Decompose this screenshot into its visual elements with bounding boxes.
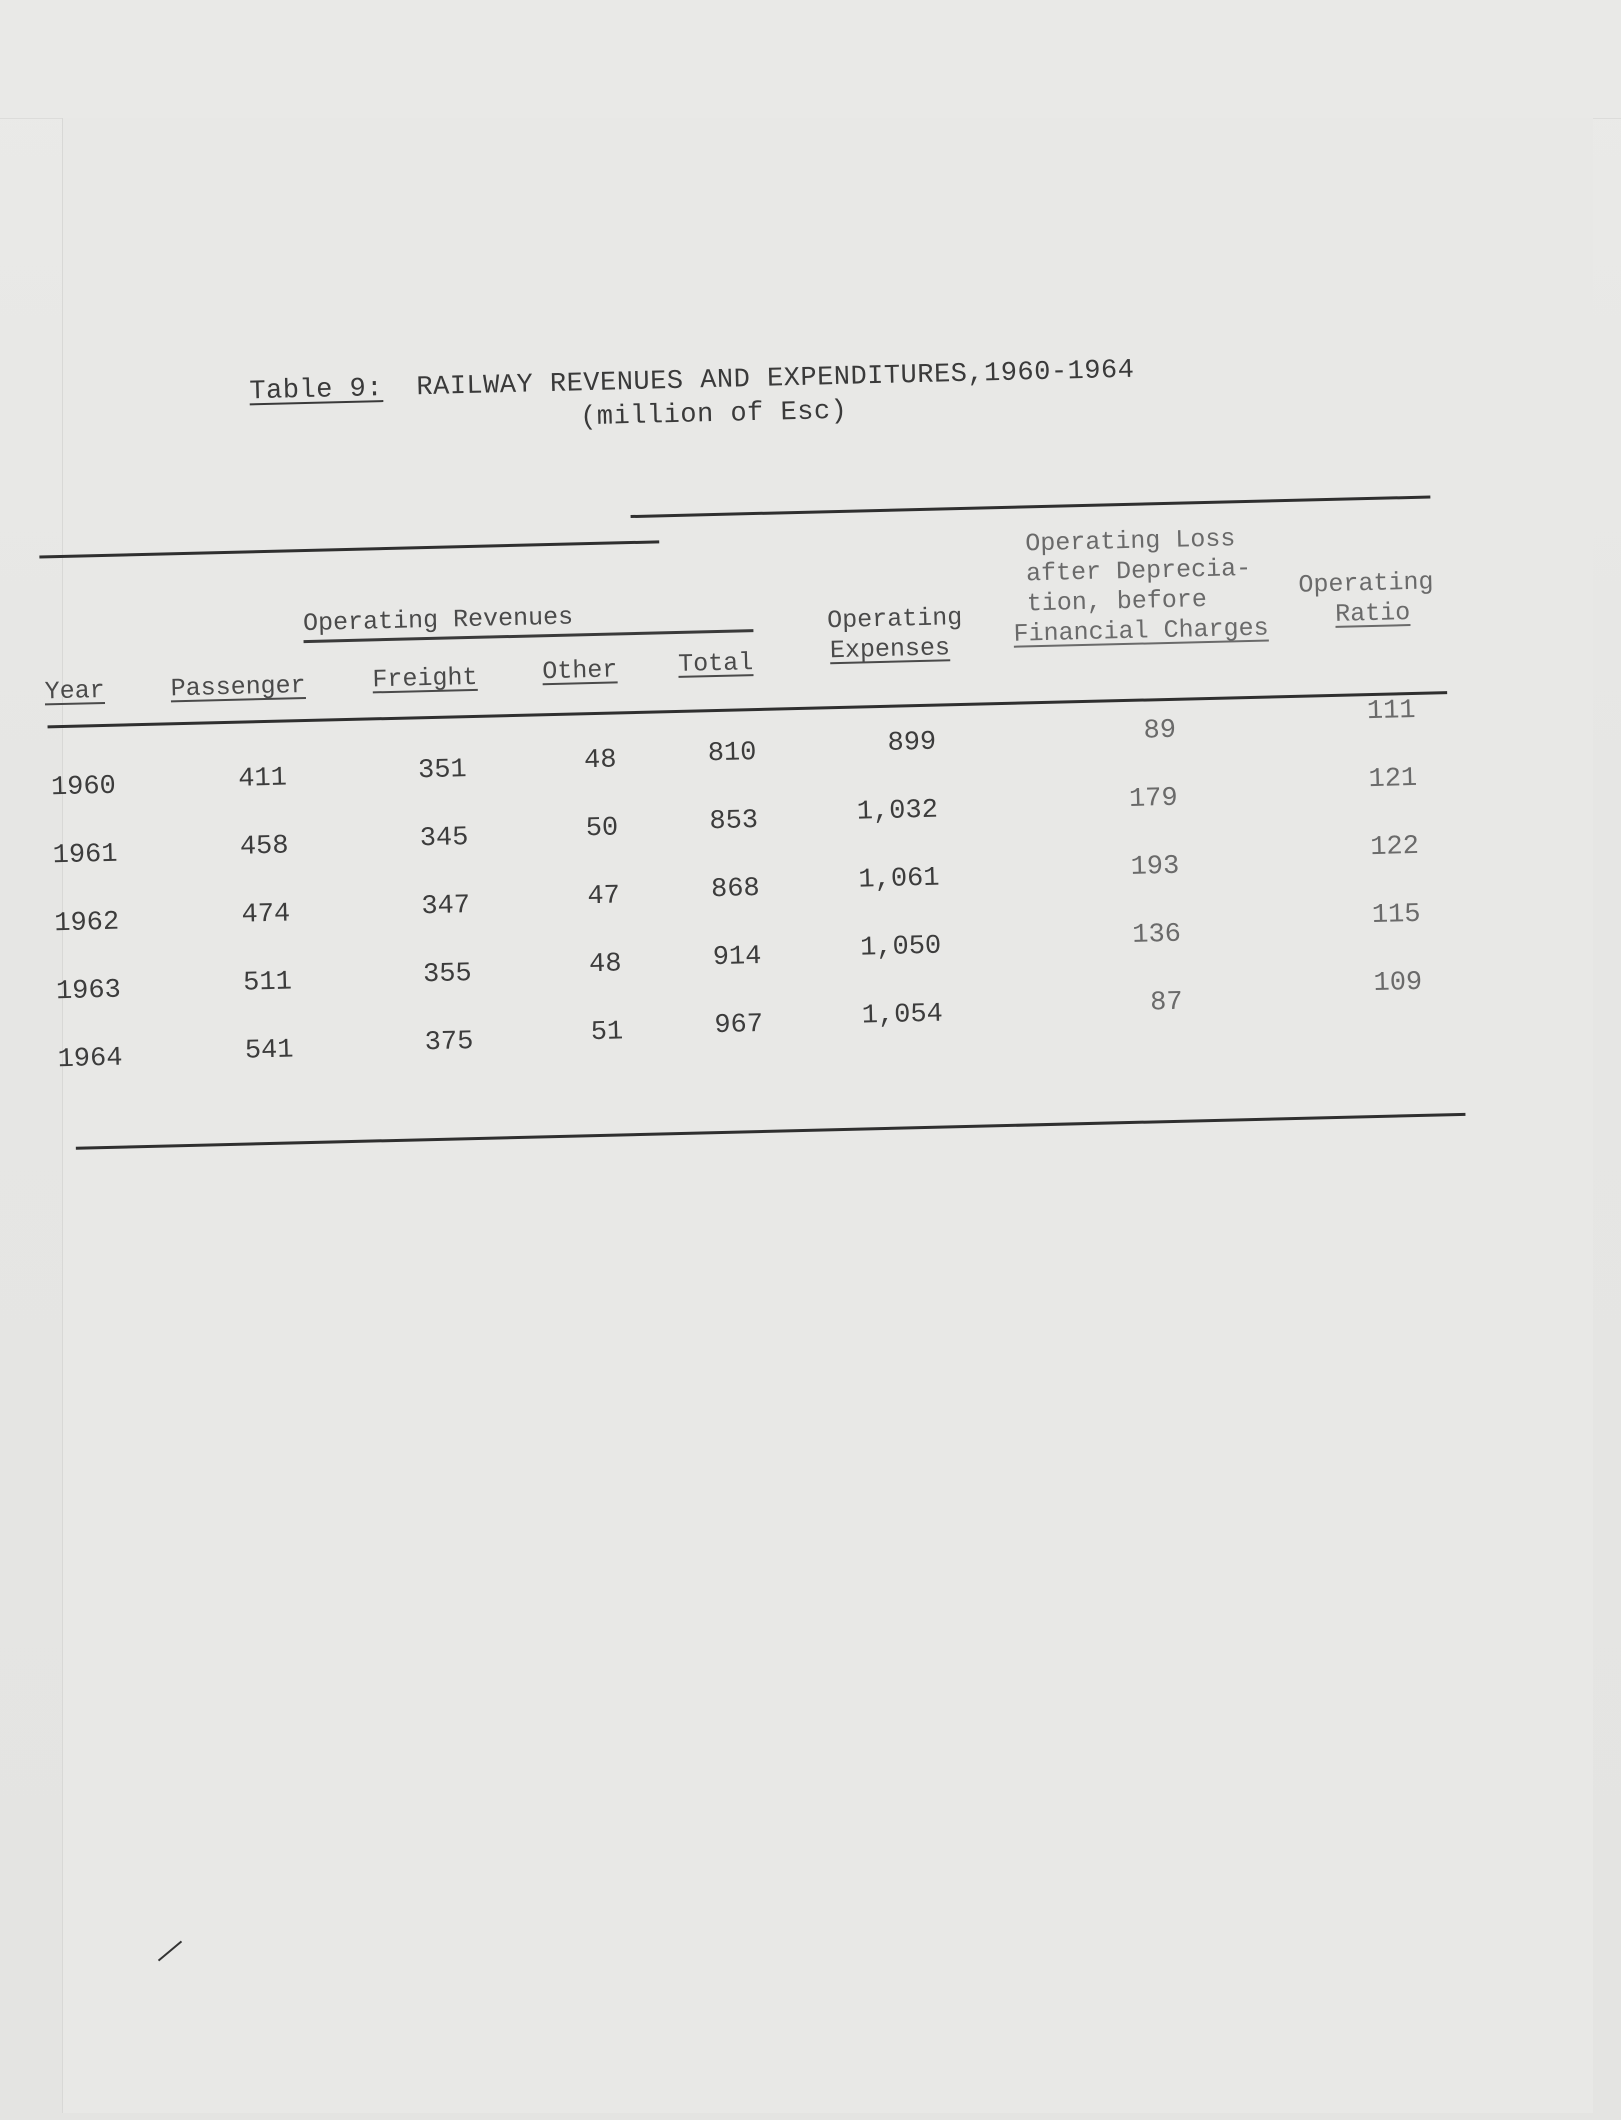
header-other: Other — [542, 655, 618, 687]
cell-operating-ratio: 115 — [1371, 899, 1421, 932]
cell-other: 47 — [587, 881, 621, 913]
cell-operating-ratio: 121 — [1368, 763, 1418, 796]
cell-year: 1964 — [57, 1043, 123, 1076]
header-operating-ratio-l2: Ratio — [1334, 598, 1411, 629]
cell-total: 967 — [714, 1009, 764, 1042]
cell-other: 48 — [583, 745, 617, 777]
cell-expenses: 899 — [887, 727, 937, 759]
cell-freight: 345 — [419, 823, 469, 855]
cell-freight: 347 — [421, 891, 471, 923]
table-units: (million of Esc) — [579, 396, 848, 434]
cell-total: 853 — [709, 806, 759, 838]
cell-total: 810 — [707, 738, 757, 770]
header-operating-loss-l2: after Deprecia- — [1025, 553, 1252, 589]
cell-freight: 355 — [422, 959, 473, 991]
cell-expenses: 1,032 — [856, 795, 939, 828]
table-number-label: Table 9: — [249, 374, 384, 408]
header-operating-expenses-l1: Operating — [826, 602, 963, 636]
header-freight: Freight — [372, 662, 478, 695]
header-passenger: Passenger — [170, 671, 307, 704]
cell-expenses: 1,054 — [861, 999, 944, 1032]
cell-operating-loss: 179 — [1128, 783, 1179, 815]
cell-operating-ratio: 111 — [1366, 695, 1416, 728]
cell-expenses: 1,061 — [858, 863, 940, 896]
cell-passenger: 411 — [237, 763, 288, 795]
cell-other: 51 — [590, 1017, 624, 1049]
cell-expenses: 1,050 — [859, 931, 942, 964]
cell-passenger: 511 — [242, 967, 293, 999]
top-rule-left — [39, 540, 659, 558]
cell-operating-loss: 89 — [1143, 715, 1177, 747]
header-year: Year — [44, 675, 106, 707]
cell-freight: 351 — [417, 755, 468, 787]
cell-other: 48 — [588, 949, 622, 981]
cell-freight: 375 — [424, 1027, 474, 1059]
cell-passenger: 541 — [244, 1035, 294, 1067]
table-title — [249, 353, 1250, 441]
cell-passenger: 474 — [241, 899, 291, 931]
cell-year: 1962 — [54, 907, 120, 940]
header-operating-revenues: Operating Revenues — [303, 598, 754, 643]
table-bottom-rule — [76, 1113, 1466, 1150]
header-operating-loss-l3: tion, before — [1026, 584, 1208, 619]
cell-total: 868 — [710, 874, 761, 906]
cell-operating-loss: 136 — [1132, 919, 1182, 951]
cell-year: 1963 — [55, 975, 122, 1008]
cell-year: 1960 — [50, 771, 117, 804]
cell-year: 1961 — [52, 839, 118, 872]
header-operating-ratio-l1: Operating — [1298, 567, 1434, 600]
cell-operating-loss: 193 — [1130, 851, 1180, 883]
header-operating-expenses-l2: Expenses — [829, 633, 951, 666]
top-rule-right — [631, 496, 1431, 519]
cell-operating-loss: 87 — [1149, 987, 1184, 1019]
cell-operating-ratio: 122 — [1369, 831, 1420, 864]
cell-operating-ratio: 109 — [1373, 967, 1423, 1000]
header-total: Total — [677, 648, 754, 679]
cell-total: 914 — [712, 941, 762, 974]
cell-other: 50 — [585, 813, 619, 845]
header-operating-loss-l1: Operating Loss — [1025, 524, 1236, 559]
cell-passenger: 458 — [239, 831, 289, 863]
header-operating-loss-l4: Financial Charges — [1013, 613, 1269, 649]
table-heading: RAILWAY REVENUES AND EXPENDITURES,1960-1964 — [416, 355, 1135, 404]
